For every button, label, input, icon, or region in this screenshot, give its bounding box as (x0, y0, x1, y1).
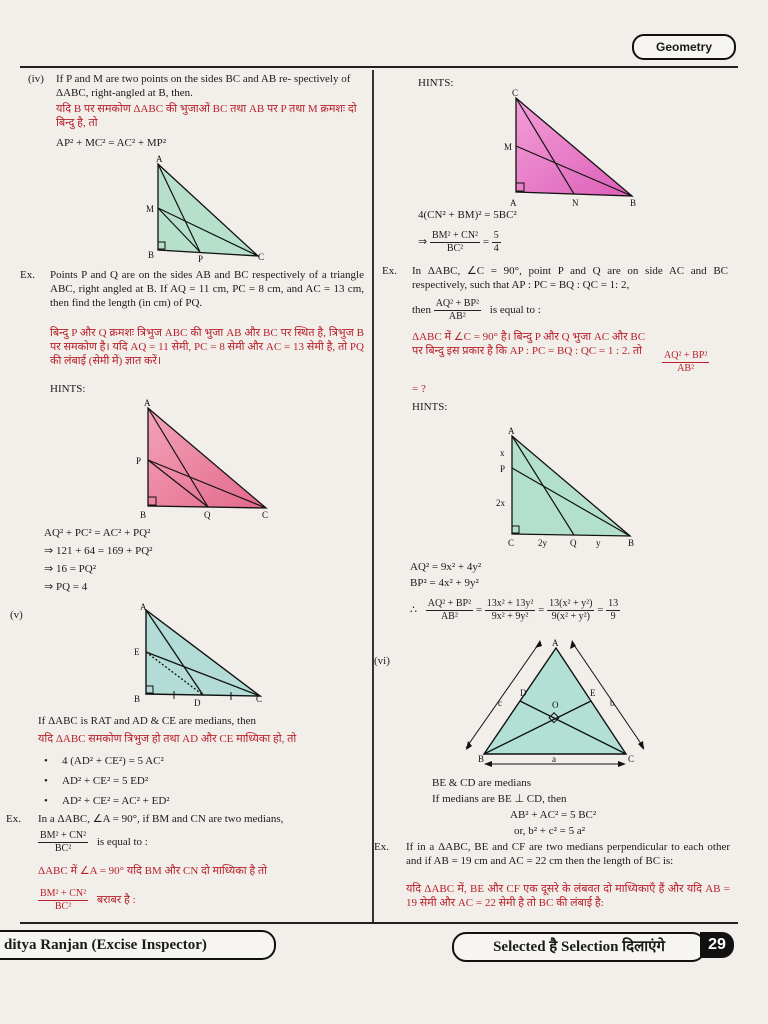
label-ex1-B: B (140, 510, 147, 520)
ex3-sol-num3: 13(x² + y²) (549, 598, 593, 609)
label-v-B: B (134, 694, 141, 704)
ex3-hindi-fraction (662, 350, 709, 375)
ex3-sol-frac1 (426, 598, 473, 623)
label-vi-b: b (610, 698, 615, 708)
label-ex3-y: y (596, 538, 601, 548)
ex2-hindi-fraction (38, 888, 88, 913)
section-vi-line-4: or, b² + c² = 5 a² (514, 825, 586, 837)
label-ex3-x: x (500, 448, 505, 458)
ex2-hindi-frac-num: BM² + CN² (40, 888, 87, 899)
ex3-sol-den2: 9x² + 9y² (491, 611, 529, 622)
label-v-D: D (194, 698, 201, 708)
hints1-equals: = (482, 236, 490, 249)
ex3-sol-num4: 13 (608, 598, 619, 609)
label-v-A: A (140, 602, 147, 612)
label-v-C: C (256, 694, 263, 704)
ex1-step-3: ⇒ 16 = PQ² (44, 563, 97, 575)
ex2-text: In a ΔABC, ∠A = 90°, if BM and CN are two medians, (38, 813, 284, 825)
ex3-aq: AQ² = 9x² + 4y² (410, 561, 482, 573)
column-divider (372, 70, 374, 922)
label-vi-A: A (552, 638, 559, 648)
label-ex3-Q: Q (570, 538, 577, 548)
ex3-therefore: ∴ (410, 604, 417, 617)
label-h1-A: A (510, 198, 517, 208)
label-vi-E: E (590, 688, 596, 698)
section-vi-line-1: BE & CD are medians (432, 777, 531, 789)
ex3-sol-frac2 (485, 598, 536, 623)
triangle-figure-ex3 (494, 424, 644, 552)
hints1-eq1: 4(CN² + BM)² = 5BC² (418, 209, 517, 221)
page-number: 29 (700, 932, 734, 958)
hints1-eq2 (418, 230, 501, 255)
ex3-bp: BP² = 4x² + 9y² (410, 577, 479, 589)
triangle-figure-iv (140, 152, 270, 264)
subject-badge: Geometry (632, 34, 736, 60)
ex1-label: Ex. (20, 269, 35, 281)
ex3-question-line (412, 298, 541, 323)
ex3-sol-den4: 9 (610, 611, 616, 622)
ex3-hindi-tail: = ? (412, 383, 426, 395)
label-vi-B: B (478, 754, 485, 764)
ex2-frac-den: BC² (54, 843, 72, 854)
section-vi-line-2: If medians are BE ⊥ CD, then (432, 793, 567, 805)
ex2-hindi-tail: बराबर है : (96, 894, 136, 907)
ex3-fraction (434, 298, 481, 323)
section-v-hindi: यदि ΔABC समकोण त्रिभुज हो तथा AD और CE माध्यिका हो, तो (38, 733, 297, 745)
label-ex1-P: P (136, 456, 142, 466)
ex2-tail: is equal to : (96, 836, 148, 849)
ex2-hindi-frac-den: BC² (54, 901, 72, 912)
triangle-figure-vi (460, 636, 650, 770)
triangle-figure-hints1 (500, 86, 650, 208)
section-iv-hindi: यदि B पर समकोण ΔABC की भुजाओं BC तथा AB पर P तथा M क्रमशः दो बिन्दु है, तो (56, 103, 357, 129)
label-iv-B: B (148, 250, 155, 260)
ex3-sol-frac3 (547, 598, 594, 623)
label-vi-c: c (498, 698, 502, 708)
ex4-text: If in a ΔABC, BE and CF are two medians perpendicular to each other and if AB = 19 cm and AC = 22 cm then the length of BC is: (406, 841, 730, 867)
label-vi-D: D (520, 688, 527, 698)
hints1-frac-num: BM² + CN² (431, 230, 479, 241)
hints1-frac-den: BC² (446, 243, 464, 254)
ex3-hindi-frac-den: AB² (677, 363, 695, 374)
section-iv-text: If P and M are two points on the sides BC and AB re- spectively of ΔABC, right-angled at B, then. (56, 73, 351, 99)
footer-author: ditya Ranjan (Excise Inspector) (0, 930, 276, 960)
ex3-sol-num2: 13x² + 13y² (486, 598, 534, 609)
section-iv-formula: AP² + MC² = AC² + MP² (56, 137, 167, 149)
ex1-hints: HINTS: (50, 383, 86, 395)
label-iv-C: C (258, 252, 265, 262)
ex3-sol-den3: 9(x² + y²) (551, 611, 590, 622)
ex3-label: Ex. (382, 265, 397, 277)
ex1-text: Points P and Q are on the sides AB and BC respectively of a triangle ABC, right angled at B. If AQ = 11 cm, PC = 8 cm, and AC = 13 cm, then find the length (in cm) of PQ. (50, 269, 364, 309)
label-ex3-B: B (628, 538, 635, 548)
hints1-rhs-num: 5 (493, 230, 499, 241)
ex3-sol-den1: AB² (440, 611, 458, 622)
ex3-sol-frac4 (606, 598, 620, 623)
section-vi-label: (vi) (374, 655, 390, 667)
triangle-figure-v (128, 600, 274, 712)
header-rule (20, 66, 738, 68)
ex4-label: Ex. (374, 841, 389, 853)
label-v-E: E (134, 647, 140, 657)
hints1-fraction (430, 230, 480, 255)
ex1-step-4: ⇒ PQ = 4 (44, 581, 88, 593)
label-ex1-C: C (262, 510, 269, 520)
label-iv-A: A (156, 154, 163, 164)
label-ex3-C: C (508, 538, 515, 548)
section-v-bullet-3: • AD² + CE² = AC² + ED² (62, 794, 170, 808)
label-ex3-2y: 2y (538, 538, 547, 548)
label-ex1-A: A (144, 398, 151, 408)
section-v-text: If ΔABC is RAT and AD & CE are medians, then (38, 715, 256, 727)
label-h1-M: M (504, 142, 513, 152)
label-ex1-Q: Q (204, 510, 211, 520)
ex3-then: then (412, 304, 431, 317)
label-h1-N: N (572, 198, 579, 208)
ex2-fraction (38, 830, 88, 855)
label-ex3-P: P (500, 464, 506, 474)
ex1-hindi: बिन्दु P और Q क्रमशः त्रिभुज ABC की भुजा AB और BC पर स्थित है, त्रिभुज B पर समकोण है। यदि AQ = 11 सेमी, PC = 8 सेमी और AC = 13 सेमी है, तो PQ की लंबाई (सेमी में) ज्ञात करें। (50, 327, 364, 367)
footer-slogan: Selected है Selection दिलाएंगे (452, 932, 706, 962)
ex2-frac-num: BM² + CN² (40, 830, 87, 841)
section-v-bullet-1: • 4 (AD² + CE²) = 5 AC² (62, 754, 164, 768)
hints1-arrow: ⇒ (418, 236, 428, 249)
ex3-hindi: ΔABC में ∠C = 90° है। बिन्दु P और Q भुजा AC और BC पर बिन्दु इस प्रकार है कि AP : PC = BQ : QC = 1 : 2. तो (412, 331, 646, 357)
label-iv-P: P (198, 254, 204, 264)
ex2-label: Ex. (6, 813, 21, 825)
ex1-step-1: AQ² + PC² = AC² + PQ² (44, 527, 151, 539)
ex3-hindi-frac (662, 350, 709, 375)
ex3-solution: ∴ $\frac{\text{AQ² + BP²}}{\text{AB²}}$ = $\frac{\text{13x² + 13y²}}{\text{9x² + 9y²}}$ = $\frac{\text{13(x² + y²)}}{\text{9(x² + y²)}}$ = $\frac{13}{9}$ (410, 598, 619, 622)
section-v-bullet-2: • AD² + CE² = 5 ED² (62, 774, 148, 788)
ex3-tail: is equal to : (489, 304, 541, 317)
label-h1-B: B (630, 198, 637, 208)
footer-rule (20, 922, 738, 924)
ex2-question-line (38, 830, 148, 855)
section-iv-label: (iv) (28, 73, 44, 85)
ex3-hindi-frac-num: AQ² + BP² (664, 350, 708, 361)
label-ex3-2x: 2x (496, 498, 505, 508)
ex1-step-2: ⇒ 121 + 64 = 169 + PQ² (44, 545, 153, 557)
hints1-rhs (492, 230, 501, 255)
section-v-label: (v) (10, 609, 23, 621)
ex3-frac-num: AQ² + BP² (435, 298, 480, 309)
ex3-sol-num1: AQ² + BP² (427, 598, 472, 609)
ex2-hindi: ΔABC में ∠A = 90° यदि BM और CN दो माध्यिका है तो (38, 865, 268, 877)
hints1-rhs-den: 4 (493, 243, 499, 254)
ex3-frac-den: AB² (448, 311, 466, 322)
ex3-hints: HINTS: (412, 401, 448, 413)
label-iv-M: M (146, 204, 155, 214)
label-h1-C: C (512, 88, 519, 98)
label-vi-C: C (628, 754, 635, 764)
label-vi-O: O (552, 700, 559, 710)
label-ex3-A: A (508, 426, 515, 436)
label-vi-a: a (552, 754, 556, 764)
hints1-title: HINTS: (418, 77, 454, 89)
ex2-hindi-line (38, 888, 136, 913)
ex3-text: In ΔABC, ∠C = 90°, point P and Q are on side AC and BC respectively, such that AP : PC = BQ : QC = 1: 2, (412, 265, 728, 291)
ex4-hindi: यदि ΔABC में, BE और CF एक दूसरे के लंबवत दो माध्यिकाएँ हैं और यदि AB = 19 सेमी और AC = 22 सेमी है तो BC की लंबाई है: (406, 883, 730, 909)
section-vi-line-3: AB² + AC² = 5 BC² (510, 809, 597, 821)
triangle-figure-ex1 (134, 396, 284, 526)
